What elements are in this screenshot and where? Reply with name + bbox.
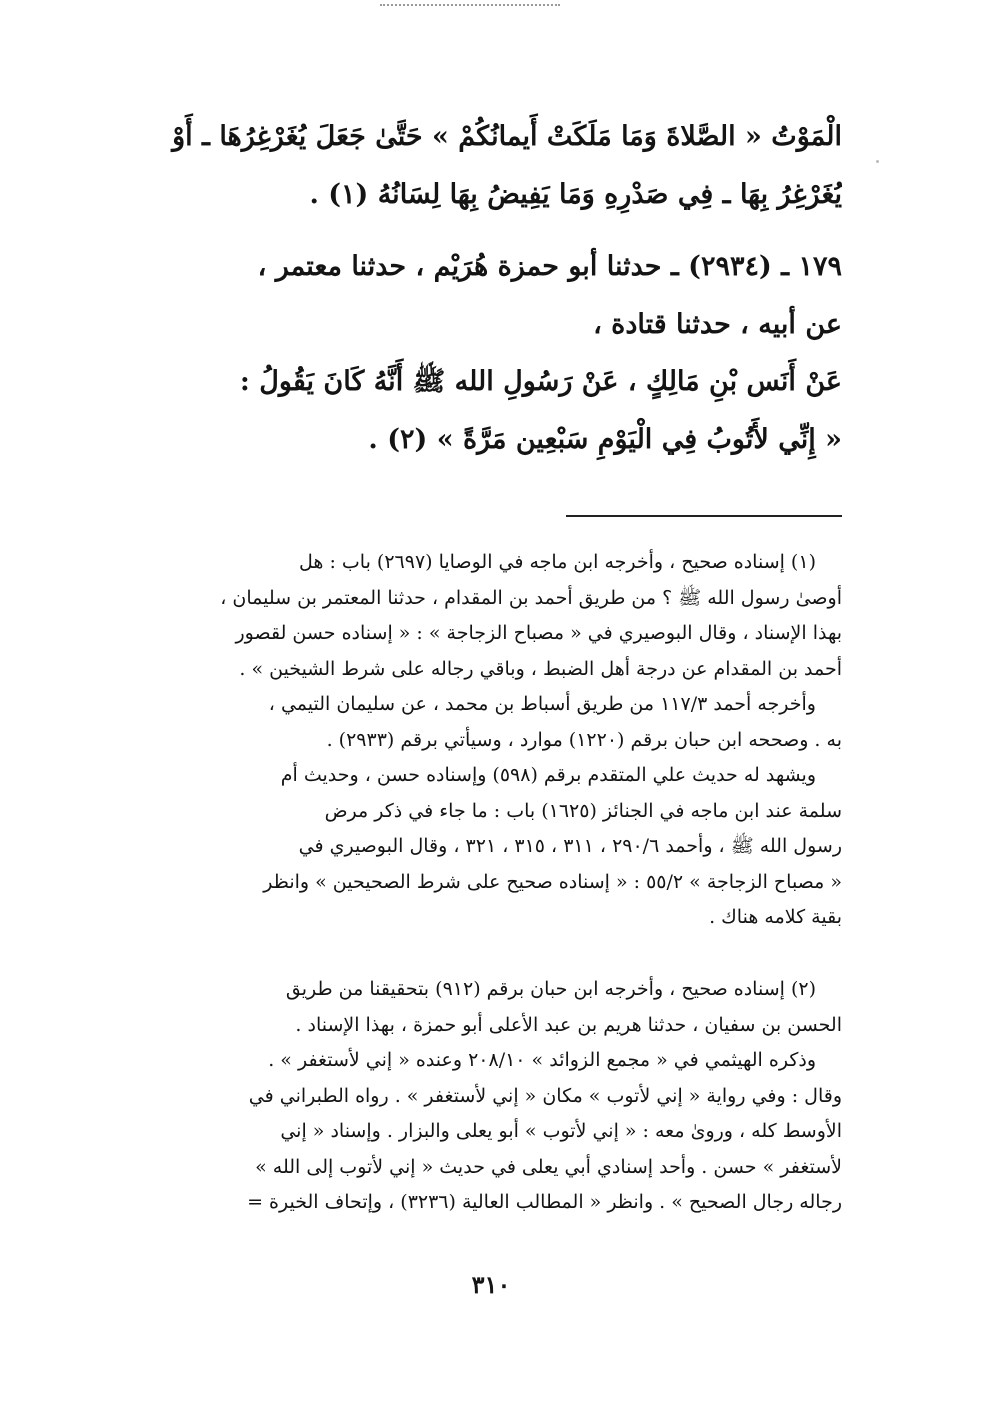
main-line: الْمَوْتُ « الصَّلاةَ وَمَا مَلَكَتْ أَيمانُكُمْ » حَتَّىٰ جَعَلَ يُغَرْغِرُهَا ـ أَوْ (172, 121, 842, 152)
footnote-line: الحسن بن سفيان ، حدثنا هريم بن عبد الأعلى أبو حمزة ، بهذا الإسناد . (295, 1013, 842, 1036)
scan-speck (876, 160, 879, 163)
footnote-line: بقية كلامه هناك . (709, 906, 842, 928)
footnote-line: سلمة عند ابن ماجه في الجنائز (١٦٢٥) باب : ما جاء في ذكر مرض (324, 799, 842, 822)
footnote-1 (140, 545, 842, 936)
footnote-line: أحمد بن المقدام عن درجة أهل الضبط ، وباقي رجاله على شرط الشيخين » . (239, 657, 842, 680)
main-line: « إِنِّي لأَتُوبُ فِي الْيَوْمِ سَبْعِين مَرَّةً » (٢) . (368, 424, 842, 455)
footnote-divider (566, 515, 842, 517)
footnote-line: به . وصححه ابن حبان برقم (١٢٢٠) موارد ، وسيأتي برقم (٢٩٣٣) . (326, 728, 842, 751)
footnote-line: « مصباح الزجاجة » ٥٥/٢ : « إسناده صحيح على شرط الصحيحين » وانظر (263, 870, 842, 893)
page-number: ٣١٠ (471, 1270, 511, 1299)
footnote-line: الأوسط كله ، وروىٰ معه : « إني لأتوب » أبو يعلى والبزار . وإسناد « إني (280, 1120, 842, 1142)
footnote-line: رسول الله ﷺ ، وأحمد ٢٩٠/٦ ، ٣١١ ، ٣١٥ ، ٣٢١ ، وقال البوصيري في (298, 835, 842, 857)
footnote-line: (١) إسناده صحيح ، وأخرجه ابن ماجه في الوصايا (٢٦٩٧) باب : هل (299, 551, 816, 573)
main-line: عَنْ أَنَس بْنِ مَالِكٍ ، عَنْ رَسُولِ الله ﷺ أَنَّهُ كَانَ يَقُولُ : (239, 366, 842, 397)
main-text-block-1 (140, 108, 842, 224)
footnote-line: (٢) إسناده صحيح ، وأخرجه ابن حبان برقم (٩١٢) بتحقيقنا من طريق (285, 978, 816, 1000)
hadith-number-line: ١٧٩ ـ (٢٩٣٤) ـ حدثنا أبو حمزة هُرَيْم ، حدثنا معتمر ، (257, 251, 842, 282)
hadith-heading-block (140, 238, 842, 354)
footnote-line: ويشهد له حديث علي المتقدم برقم (٥٩٨) وإسناده حسن ، وحديث أم (280, 764, 816, 786)
footnote-line: أوصىٰ رسول الله ﷺ ؟ من طريق أحمد بن المقدام ، حدثنا المعتمر بن سليمان ، (220, 586, 842, 609)
main-line: عن أبيه ، حدثنا قتادة ، (593, 309, 842, 340)
main-text-block-3 (140, 353, 842, 469)
footnote-line: رجاله رجال الصحيح » . وانظر « المطالب العالية (٣٢٣٦) ، وإتحاف الخيرة = (247, 1191, 842, 1213)
footnote-line: وقال : وفي رواية « إني لأتوب » مكان « إني لأستغفر » . رواه الطبراني في (248, 1084, 842, 1107)
main-line: يُغَرْغِرُ بِهَا ـ فِي صَدْرِهِ وَمَا يَفِيضُ بِهَا لِسَانُهُ (١) . (309, 179, 842, 210)
footnote-line: لأستغفر » حسن . وأحد إسنادي أبي يعلى في حديث « إني لأتوب إلى الله » (255, 1155, 842, 1178)
footnote-2 (140, 972, 842, 1221)
footnote-line: بهذا الإسناد ، وقال البوصيري في « مصباح الزجاجة » : « إسناده حسن لقصور (235, 622, 842, 644)
footnote-line: وذكره الهيثمي في « مجمع الزوائد » ٢٠٨/١٠ وعنده « إني لأستغفر » . (268, 1049, 816, 1071)
footnote-line: وأخرجه أحمد ١١٧/٣ من طريق أسباط بن محمد ، عن سليمان التيمي ، (268, 693, 816, 715)
top-scan-edge (380, 4, 560, 6)
